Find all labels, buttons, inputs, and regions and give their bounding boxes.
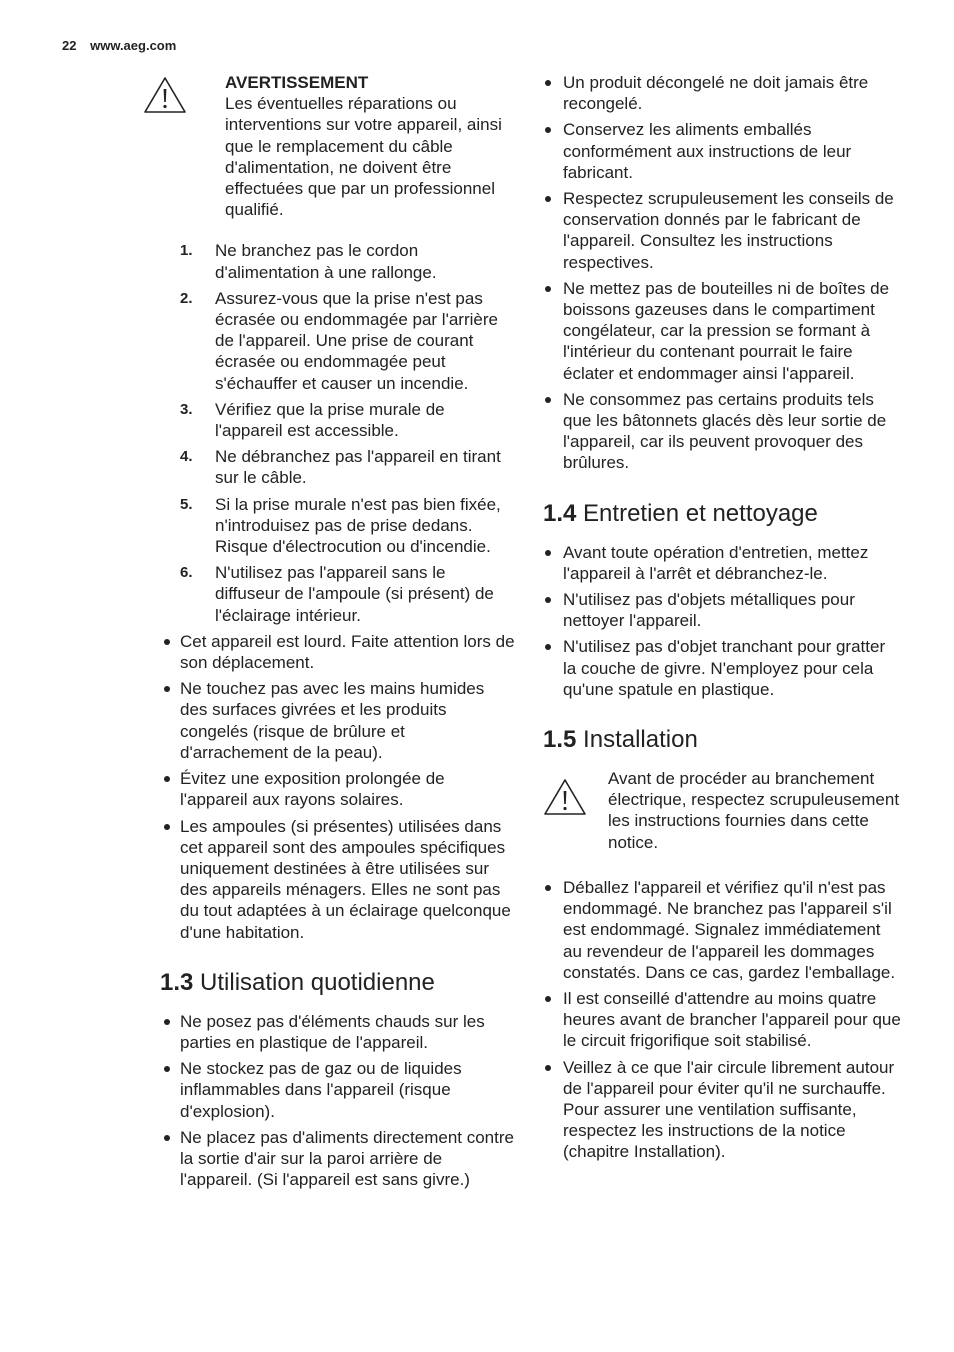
- list-item: Il est conseillé d'attendre au moins quatre heures avant de brancher l'appareil pour que le circuit frigorifique soit stabilisé.: [543, 988, 903, 1052]
- list-item: Ne placez pas d'aliments directement contre la sortie d'air sur la paroi arrière de l'appareil. (Si l'appareil est sans givre.): [143, 1127, 515, 1191]
- bullet-list: [143, 631, 515, 943]
- list-item: 5. Si la prise murale n'est pas bien fixée, n'introduisez pas de prise dedans. Risque d'électrocution ou d'incendie.: [180, 494, 501, 557]
- bullet-icon: [545, 885, 551, 891]
- list-item: Ne mettez pas de bouteilles ni de boîtes de boissons gazeuses dans le compartiment congélateur, car la pression se formant à l'intérieur du contenant pourrait le faire éclater et endommager ainsi l'appareil.: [543, 278, 903, 384]
- page-header: [62, 38, 176, 53]
- bullet-icon: [164, 824, 170, 830]
- list-item: 4. Ne débranchez pas l'appareil en tirant sur le câble.: [180, 447, 501, 488]
- warning-block: [143, 72, 515, 220]
- site-url: www.aeg.com: [90, 38, 177, 53]
- list-item: 3. Vérifiez que la prise murale de l'appareil est accessible.: [180, 399, 445, 441]
- bullet-icon: [545, 127, 551, 133]
- list-item: 6. N'utilisez pas l'appareil sans le diffuseur de l'ampoule (si présent) de l'éclairage intérieur.: [180, 563, 494, 625]
- list-item: N'utilisez pas d'objets métalliques pour nettoyer l'appareil.: [543, 589, 903, 631]
- list-item: 2. Assurez-vous que la prise n'est pas écrasée ou endommagée par l'arrière de l'appareil. Une prise de courant écrasée ou endommagée peut s'échauffer et causer un incendie.: [180, 288, 498, 393]
- list-item: Ne touchez pas avec les mains humides des surfaces givrées et les produits congelés (risque de brûlure et d'arrachement de la peau).: [143, 678, 515, 763]
- bullet-icon: [545, 597, 551, 603]
- list-item: Évitez une exposition prolongée de l'appareil aux rayons solaires.: [143, 768, 515, 810]
- list-item: Veillez à ce que l'air circule librement autour de l'appareil pour éviter qu'il ne surchauffe. Pour assurer une ventilation suffisante, respectez les instructions de la notice (chapitre Installation).: [543, 1057, 903, 1163]
- right-column: [543, 72, 903, 1168]
- bullet-icon: [545, 286, 551, 292]
- list-item: Ne stockez pas de gaz ou de liquides inflammables dans l'appareil (risque d'explosion).: [143, 1058, 515, 1122]
- bullet-icon: [164, 1019, 170, 1025]
- bullet-list: [543, 877, 903, 1163]
- page-number: 22: [62, 38, 77, 53]
- bullet-icon: [164, 1135, 170, 1141]
- warning-text: Les éventuelles réparations ou interventions sur votre appareil, ainsi que le remplacement du câble d'alimentation, ne doivent être effectuées que par un professionnel qualifié.: [225, 94, 502, 220]
- list-item: 1. Ne branchez pas le cordon d'alimentation à une rallonge.: [180, 241, 437, 282]
- bullet-icon: [545, 644, 551, 650]
- bullet-icon: [545, 196, 551, 202]
- list-item: N'utilisez pas d'objet tranchant pour gratter la couche de givre. N'employez pour cela qu'une spatule en plastique.: [543, 636, 903, 700]
- warning-title: AVERTISSEMENT: [225, 73, 369, 92]
- warning-text: Avant de procéder au branchement électrique, respectez scrupuleusement les instructions fournies dans cette notice.: [608, 769, 900, 852]
- bullet-icon: [164, 686, 170, 692]
- left-column: [143, 72, 515, 1195]
- bullet-icon: [545, 1065, 551, 1071]
- bullet-icon: [545, 397, 551, 403]
- numbered-list: [143, 240, 515, 625]
- bullet-list: [543, 72, 903, 474]
- bullet-icon: [164, 639, 170, 645]
- bullet-icon: [545, 80, 551, 86]
- section-heading: 1.3 Utilisation quotidienne: [160, 968, 435, 996]
- list-item: Conservez les aliments emballés conformément aux instructions de leur fabricant.: [543, 119, 903, 183]
- list-item: Les ampoules (si présentes) utilisées dans cet appareil sont des ampoules spécifiques uniquement destinées à être utilisées sur des appareils ménagers. Elles ne sont pas du tout adaptées à un éclairage quelconque d'une habitation.: [143, 816, 515, 943]
- warning-icon: [543, 778, 587, 816]
- bullet-icon: [545, 550, 551, 556]
- list-item: Déballez l'appareil et vérifiez qu'il n'est pas endommagé. Ne branchez pas l'appareil s'il est endommagé. Signalez immédiatement au revendeur de l'appareil les dommages constatés. Dans ce cas, gardez l'emballage.: [543, 877, 903, 983]
- bullet-list: [543, 542, 903, 700]
- bullet-icon: [545, 996, 551, 1002]
- list-item: Cet appareil est lourd. Faite attention lors de son déplacement.: [143, 631, 515, 673]
- section-heading: 1.5 Installation: [543, 726, 698, 754]
- warning-icon: [143, 76, 187, 114]
- bullet-icon: [164, 776, 170, 782]
- section-heading: 1.4 Entretien et nettoyage: [543, 499, 818, 527]
- list-item: Un produit décongelé ne doit jamais être recongelé.: [543, 72, 903, 114]
- list-item: Ne consommez pas certains produits tels que les bâtonnets glacés dès leur sortie de l'appareil, car ils peuvent provoquer des brûlures.: [543, 389, 903, 474]
- warning-block: [543, 768, 903, 853]
- bullet-icon: [164, 1066, 170, 1072]
- list-item: Avant toute opération d'entretien, mettez l'appareil à l'arrêt et débranchez-le.: [543, 542, 903, 584]
- list-item: Respectez scrupuleusement les conseils de conservation donnés par le fabricant de l'appareil. Consultez les instructions respectives.: [543, 188, 903, 273]
- bullet-list: [143, 1011, 515, 1191]
- list-item: Ne posez pas d'éléments chauds sur les parties en plastique de l'appareil.: [143, 1011, 515, 1053]
